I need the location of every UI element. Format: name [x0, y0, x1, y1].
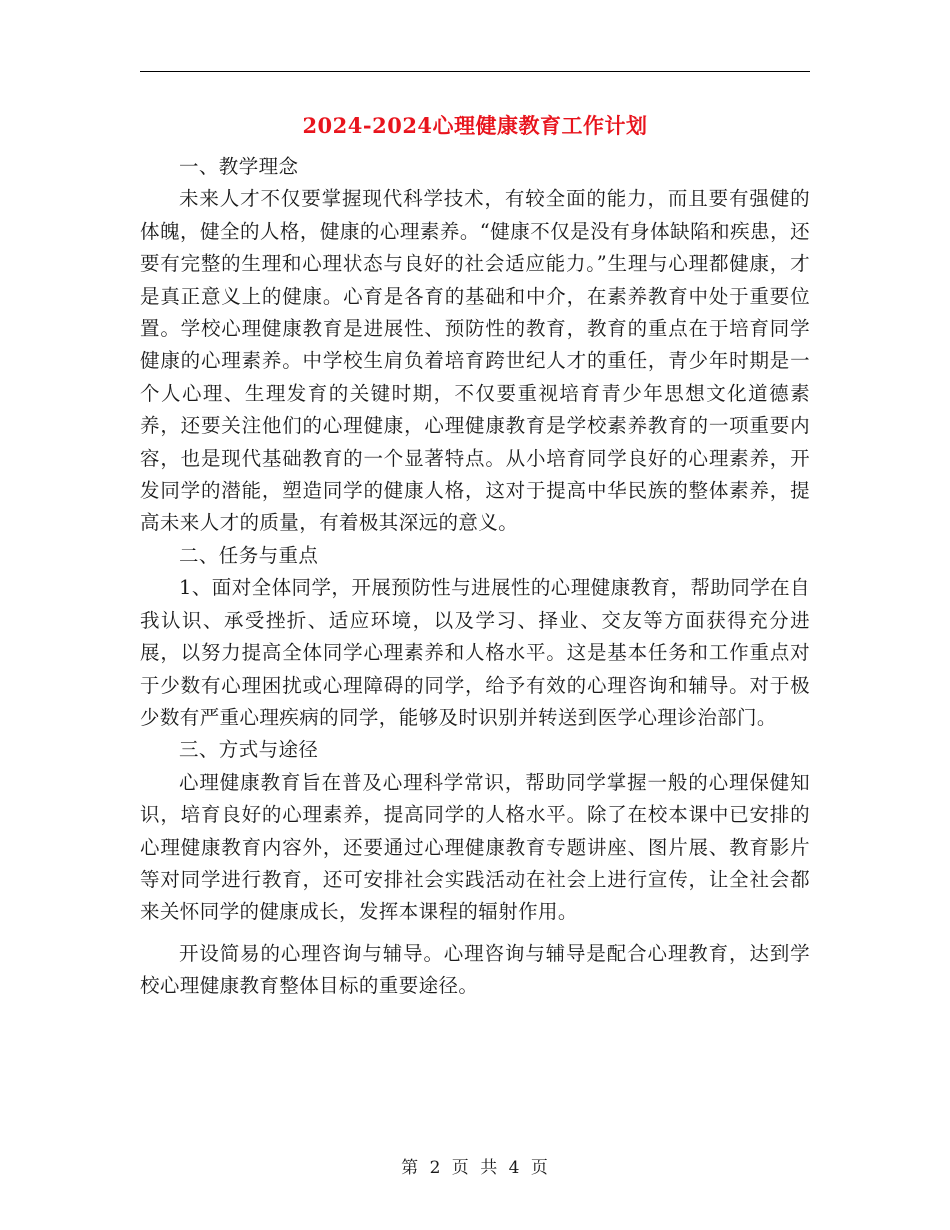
document-title: 2024-2024心理健康教育工作计划: [302, 113, 648, 138]
section-heading-philosophy: 一、教学理念: [179, 155, 299, 178]
paragraph-tasks: 1、面对全体同学，开展预防性与进展性的心理健康教育，帮助同学在自我认识、承受挫折、适应环境，以及学习、择业、交友等方面获得充分进展，以努力提高全体同学心理素养和人格水平。这是基本任务和工作重点对于少数有心理困扰或心理障碍的同学，给予有效的心理咨询和辅导。对于极少数有严重心理疾病的同学，能够及时识别并转送到医学心理诊治部门。: [140, 576, 810, 729]
page-number: 第 2 页 共 4 页: [401, 1158, 549, 1178]
paragraph-philosophy: 未来人才不仅要掌握现代科学技术，有较全面的能力，而且要有强健的体魄，健全的人格，健康的心理素养。“健康不仅是没有身体缺陷和疾患，还要有完整的生理和心理状态与良好的社会适应能力。”生理与心理都健康，才是真正意义上的健康。心育是各育的基础和中介，在素养教育中处于重要位置。学校心理健康教育是进展性、预防性的教育，教育的重点在于培育同学健康的心理素养。中学校生肩负着培育跨世纪人才的重任，青少年时期是一个人心理、生理发育的关键时期，不仅要重视培育青少年思想文化道德素养，还要关注他们的心理健康，心理健康教育是学校素养教育的一项重要内容，也是现代基础教育的一个显著特点。从小培育同学良好的心理素养，开发同学的潜能，塑造同学的健康人格，这对于提高中华民族的整体素养，提高未来人才的质量，有着极其深远的意义。: [140, 187, 810, 535]
section-heading-tasks: 二、任务与重点: [179, 543, 319, 567]
paragraph-methods: 心理健康教育旨在普及心理科学常识，帮助同学掌握一般的心理保健知识，培育良好的心理素养，提高同学的人格水平。除了在校本课中已安排的心理健康教育内容外，还要通过心理健康教育专题讲座、图片展、教育影片等对同学进行教育，还可安排社会实践活动在社会上进行宣传，让全社会都来关怀同学的健康成长，发挥本课程的辐射作用。: [140, 770, 810, 924]
document-body: [140, 151, 810, 1003]
paragraph-counseling: 开设简易的心理咨询与辅导。心理咨询与辅导是配合心理教育，达到学校心理健康教育整体目标的重要途径。: [140, 941, 810, 998]
section-heading-methods: 三、方式与途径: [179, 738, 319, 762]
header-rule: [140, 71, 810, 72]
